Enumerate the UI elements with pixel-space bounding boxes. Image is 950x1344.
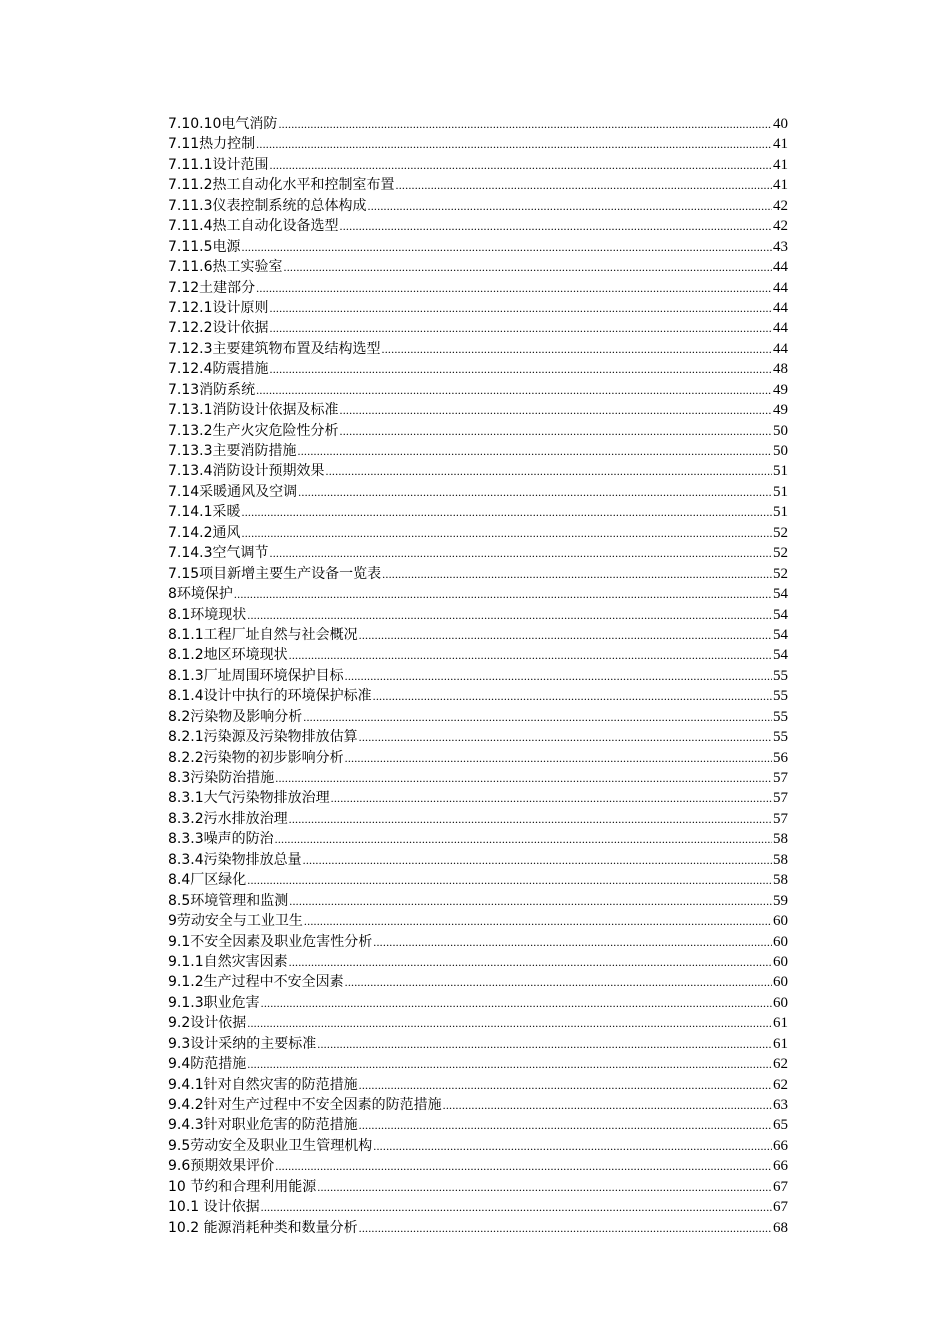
toc-entry[interactable]	[168, 748, 788, 768]
toc-entry-title: 8.3.2污水排放治理	[168, 810, 288, 827]
toc-entry-title: 7.11热力控制	[168, 136, 256, 153]
toc-dot-leader	[270, 298, 772, 318]
toc-entry[interactable]	[168, 1136, 788, 1156]
toc-dot-leader	[359, 1115, 772, 1135]
toc-entry[interactable]	[168, 1115, 788, 1135]
toc-dot-leader	[289, 952, 772, 972]
toc-dot-leader	[359, 727, 772, 747]
toc-entry-title: 8.1环境现状	[168, 606, 247, 623]
toc-page-number: 67	[773, 1178, 788, 1195]
toc-entry[interactable]	[168, 441, 788, 461]
toc-dot-leader	[247, 870, 772, 890]
toc-dot-leader	[443, 1095, 772, 1115]
toc-dot-leader	[359, 1218, 772, 1238]
toc-entry[interactable]	[168, 686, 788, 706]
toc-entry[interactable]	[168, 482, 788, 502]
toc-dot-leader	[270, 318, 772, 338]
toc-entry-title: 8.2污染物及影响分析	[168, 708, 303, 725]
toc-entry[interactable]	[168, 175, 788, 195]
toc-entry-title: 9.6预期效果评价	[168, 1158, 275, 1175]
toc-dot-leader	[247, 1054, 772, 1074]
toc-entry[interactable]	[168, 891, 788, 911]
toc-dot-leader	[373, 1136, 772, 1156]
toc-dot-leader	[289, 645, 772, 665]
toc-page-number: 55	[773, 729, 788, 746]
toc-page-number: 61	[773, 1035, 788, 1052]
toc-entry-title: 7.11.5电源	[168, 238, 241, 255]
toc-page-number: 40	[773, 116, 788, 132]
toc-entry-title: 7.13消防系统	[168, 381, 256, 398]
toc-entry[interactable]	[168, 809, 788, 829]
toc-entry-title: 9.4.3针对职业危害的防范措施	[168, 1117, 358, 1134]
toc-page-number: 60	[773, 913, 788, 930]
toc-page-number: 57	[773, 810, 788, 827]
toc-entry-title: 10 节约和合理利用能源	[168, 1178, 317, 1195]
toc-page-number: 59	[773, 892, 788, 909]
toc-dot-leader	[275, 1156, 772, 1176]
toc-dot-leader	[345, 748, 772, 768]
toc-entry[interactable]	[168, 502, 788, 522]
toc-page-number: 44	[773, 340, 788, 357]
toc-page-number: 51	[773, 463, 788, 480]
toc-entry[interactable]	[168, 114, 788, 134]
toc-dot-leader	[275, 768, 772, 788]
toc-page-number: 66	[773, 1137, 788, 1154]
toc-dot-leader	[340, 400, 772, 420]
toc-page-number: 41	[773, 136, 788, 153]
toc-dot-leader	[278, 114, 772, 134]
toc-entry-title: 8.1.2地区环境现状	[168, 647, 288, 664]
toc-entry-title: 9.1不安全因素及职业危害性分析	[168, 933, 373, 950]
toc-entry[interactable]	[168, 1075, 788, 1095]
toc-entry-title: 8.1.1工程厂址自然与社会概况	[168, 626, 358, 643]
toc-entry-title: 9.1.2生产过程中不安全因素	[168, 974, 344, 991]
toc-dot-leader	[242, 237, 772, 257]
toc-page-number: 42	[773, 218, 788, 235]
toc-page-number: 63	[773, 1097, 788, 1113]
toc-entry[interactable]	[168, 707, 788, 727]
toc-dot-leader	[368, 196, 772, 216]
toc-page-number: 50	[773, 443, 788, 459]
toc-page-number: 55	[773, 688, 788, 705]
toc-dot-leader	[261, 993, 772, 1013]
toc-dot-leader	[345, 666, 772, 686]
toc-page-number: 51	[773, 483, 788, 500]
toc-entry-title: 7.12.1设计原则	[168, 299, 269, 316]
toc-dot-leader	[261, 1197, 772, 1217]
toc-dot-leader	[289, 809, 772, 829]
toc-entry-title: 7.14采暖通风及空调	[168, 483, 298, 500]
toc-entry[interactable]	[168, 543, 788, 563]
toc-entry[interactable]	[168, 932, 788, 952]
toc-dot-leader	[340, 421, 772, 441]
toc-entry-title: 7.11.2热工自动化水平和控制室布置	[168, 177, 395, 194]
toc-page-number: 54	[773, 586, 788, 603]
toc-entry-title: 7.12.2设计依据	[168, 320, 269, 337]
toc-entry[interactable]	[168, 339, 788, 359]
toc-entry-title: 8.1.4设计中执行的环境保护标准	[168, 688, 372, 705]
toc-entry-title: 7.15项目新增主要生产设备一览表	[168, 565, 382, 582]
toc-entry[interactable]	[168, 134, 788, 154]
toc-entry-title: 9.4.1针对自然灾害的防范措施	[168, 1076, 358, 1093]
toc-entry-title: 7.14.2通风	[168, 524, 241, 541]
toc-entry-title: 8.3污染防治措施	[168, 770, 275, 786]
toc-entry-title: 7.14.3空气调节	[168, 545, 269, 562]
toc-entry[interactable]	[168, 829, 788, 849]
toc-page-number: 54	[773, 647, 788, 664]
toc-entry[interactable]	[168, 645, 788, 665]
toc-entry-title: 9.1.1自然灾害因素	[168, 953, 288, 970]
toc-dot-leader	[270, 543, 772, 563]
toc-entry[interactable]	[168, 1095, 788, 1115]
toc-entry[interactable]	[168, 257, 788, 277]
toc-dot-leader	[303, 850, 772, 870]
toc-entry[interactable]	[168, 461, 788, 481]
toc-entry-title: 9.4防范措施	[168, 1056, 247, 1073]
toc-entry-title: 8.5环境管理和监测	[168, 892, 289, 909]
toc-entry-title: 7.11.1设计范围	[168, 156, 269, 173]
toc-dot-leader	[317, 1177, 772, 1197]
toc-page-number: 44	[773, 299, 788, 316]
toc-entry[interactable]	[168, 584, 788, 604]
toc-entry[interactable]	[168, 278, 788, 298]
toc-page-number: 62	[773, 1076, 788, 1093]
toc-page-number: 42	[773, 197, 788, 214]
toc-page-number: 52	[773, 545, 788, 562]
toc-entry[interactable]	[168, 1177, 788, 1197]
toc-dot-leader	[373, 932, 772, 952]
toc-entry-title: 7.13.4消防设计预期效果	[168, 463, 325, 480]
toc-entry[interactable]	[168, 216, 788, 236]
toc-page-number: 50	[773, 422, 788, 439]
toc-page-number: 60	[773, 953, 788, 970]
toc-page-number: 60	[773, 974, 788, 991]
toc-entry-title: 8.3.1大气污染物排放治理	[168, 790, 330, 807]
toc-entry-title: 9.4.2针对生产过程中不安全因素的防范措施	[168, 1097, 442, 1113]
toc-dot-leader	[298, 441, 772, 461]
toc-dot-leader	[284, 257, 772, 277]
toc-page-number: 52	[773, 524, 788, 541]
toc-entry-title: 9.3设计采纳的主要标准	[168, 1035, 317, 1052]
toc-dot-leader	[247, 605, 772, 625]
toc-page-number: 44	[773, 320, 788, 337]
toc-entry-title: 9.5劳动安全及职业卫生管理机构	[168, 1137, 373, 1154]
toc-entry-title: 10.1 设计依据	[168, 1199, 260, 1216]
toc-page-number: 41	[773, 177, 788, 194]
toc-entry[interactable]	[168, 625, 788, 645]
toc-page-number: 49	[773, 402, 788, 419]
toc-entry-title: 7.11.6热工实验室	[168, 259, 283, 276]
toc-entry-title: 8环境保护	[168, 586, 233, 603]
toc-entry-title: 7.13.3主要消防措施	[168, 443, 297, 459]
toc-entry[interactable]	[168, 318, 788, 338]
toc-dot-leader	[247, 1013, 772, 1033]
toc-entry-title: 8.3.4污染物排放总量	[168, 851, 302, 868]
toc-entry[interactable]	[168, 1013, 788, 1033]
toc-entry-title: 9劳动安全与工业卫生	[168, 913, 303, 930]
toc-dot-leader	[304, 911, 772, 931]
toc-entry[interactable]	[168, 605, 788, 625]
toc-entry[interactable]	[168, 972, 788, 992]
toc-entry[interactable]	[168, 666, 788, 686]
toc-dot-leader	[242, 523, 772, 543]
toc-entry[interactable]	[168, 911, 788, 931]
table-of-contents	[168, 114, 788, 1238]
toc-entry-title: 7.13.1消防设计依据及标准	[168, 402, 339, 419]
toc-page-number: 60	[773, 994, 788, 1011]
toc-entry[interactable]	[168, 523, 788, 543]
toc-dot-leader	[256, 380, 772, 400]
toc-page-number: 67	[773, 1199, 788, 1216]
toc-dot-leader	[234, 584, 772, 604]
toc-entry[interactable]	[168, 1054, 788, 1074]
toc-page-number: 52	[773, 565, 788, 582]
toc-page-number: 49	[773, 381, 788, 398]
toc-page-number: 44	[773, 279, 788, 296]
toc-dot-leader	[345, 972, 772, 992]
toc-page-number: 55	[773, 708, 788, 725]
toc-page-number: 68	[773, 1219, 788, 1236]
toc-dot-leader	[275, 829, 772, 849]
toc-entry[interactable]	[168, 196, 788, 216]
toc-page-number: 51	[773, 504, 788, 521]
toc-dot-leader	[256, 134, 772, 154]
toc-dot-leader	[359, 1075, 772, 1095]
toc-dot-leader	[298, 482, 772, 502]
toc-dot-leader	[331, 788, 772, 808]
toc-entry[interactable]	[168, 850, 788, 870]
toc-dot-leader	[270, 359, 772, 379]
toc-entry[interactable]	[168, 727, 788, 747]
toc-dot-leader	[326, 461, 772, 481]
toc-entry[interactable]	[168, 1218, 788, 1238]
toc-entry-title: 7.14.1采暖	[168, 504, 241, 521]
toc-entry-title: 8.4厂区绿化	[168, 872, 247, 889]
toc-entry[interactable]	[168, 359, 788, 379]
toc-page-number: 56	[773, 749, 788, 766]
toc-entry[interactable]	[168, 1156, 788, 1176]
toc-page-number: 58	[773, 872, 788, 889]
toc-dot-leader	[303, 707, 772, 727]
toc-dot-leader	[317, 1034, 772, 1054]
toc-entry[interactable]	[168, 155, 788, 175]
toc-entry-title: 9.2设计依据	[168, 1015, 247, 1032]
toc-dot-leader	[382, 564, 772, 584]
toc-dot-leader	[396, 175, 772, 195]
toc-entry[interactable]	[168, 564, 788, 584]
toc-entry[interactable]	[168, 1034, 788, 1054]
toc-entry-title: 8.1.3厂址周围环境保护目标	[168, 667, 344, 684]
toc-page-number: 54	[773, 626, 788, 643]
toc-entry[interactable]	[168, 400, 788, 420]
toc-page-number: 54	[773, 606, 788, 623]
toc-page-number: 41	[773, 156, 788, 173]
toc-entry[interactable]	[168, 298, 788, 318]
toc-dot-leader	[359, 625, 772, 645]
toc-page-number: 58	[773, 851, 788, 868]
toc-entry[interactable]	[168, 870, 788, 890]
toc-dot-leader	[256, 278, 772, 298]
toc-entry[interactable]	[168, 1197, 788, 1217]
toc-page-number: 48	[773, 361, 788, 378]
toc-page-number: 57	[773, 770, 788, 786]
toc-entry-title: 7.12.4防震措施	[168, 361, 269, 378]
toc-dot-leader	[373, 686, 772, 706]
toc-page-number: 55	[773, 667, 788, 684]
toc-entry[interactable]	[168, 421, 788, 441]
toc-page-number: 60	[773, 933, 788, 950]
toc-entry-title: 7.10.10电气消防	[168, 116, 278, 132]
toc-entry-title: 7.12土建部分	[168, 279, 256, 296]
toc-page-number: 66	[773, 1158, 788, 1175]
toc-entry[interactable]	[168, 993, 788, 1013]
toc-page-number: 61	[773, 1015, 788, 1032]
toc-dot-leader	[289, 891, 772, 911]
toc-page-number: 58	[773, 831, 788, 848]
toc-page-number: 44	[773, 259, 788, 276]
toc-dot-leader	[382, 339, 772, 359]
toc-page-number: 62	[773, 1056, 788, 1073]
toc-entry-title: 7.11.4热工自动化设备选型	[168, 218, 339, 235]
toc-entry[interactable]	[168, 380, 788, 400]
toc-entry-title: 8.2.1污染源及污染物排放估算	[168, 729, 358, 746]
toc-dot-leader	[340, 216, 772, 236]
toc-entry-title: 7.13.2生产火灾危险性分析	[168, 422, 339, 439]
toc-entry[interactable]	[168, 768, 788, 788]
toc-entry-title: 7.11.3仪表控制系统的总体构成	[168, 197, 367, 214]
toc-entry-title: 7.12.3主要建筑物布置及结构选型	[168, 340, 381, 357]
toc-entry[interactable]	[168, 788, 788, 808]
toc-page-number: 57	[773, 790, 788, 807]
toc-page-number: 65	[773, 1117, 788, 1134]
toc-dot-leader	[270, 155, 772, 175]
toc-entry-title: 10.2 能源消耗种类和数量分析	[168, 1219, 358, 1236]
toc-entry[interactable]	[168, 952, 788, 972]
toc-entry-title: 9.1.3职业危害	[168, 994, 260, 1011]
toc-entry-title: 8.3.3噪声的防治	[168, 831, 274, 848]
toc-entry[interactable]	[168, 237, 788, 257]
toc-entry-title: 8.2.2污染物的初步影响分析	[168, 749, 344, 766]
toc-dot-leader	[242, 502, 772, 522]
toc-page-number: 43	[773, 238, 788, 255]
